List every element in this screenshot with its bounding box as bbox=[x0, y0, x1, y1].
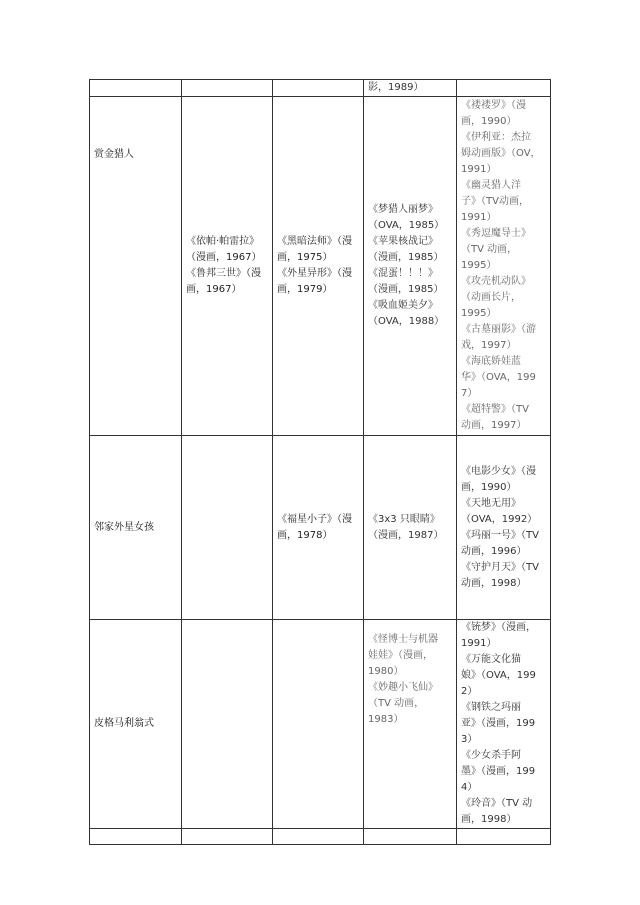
row-label: 赏金猎人 bbox=[90, 97, 182, 436]
cell-text-line: 1995） bbox=[461, 260, 497, 271]
cell-text-line: 画，1990） bbox=[461, 481, 517, 493]
cell-text-line: 《混蛋！！！》 bbox=[368, 268, 438, 279]
cell-text-line: （OVA，1985） bbox=[368, 220, 445, 231]
table-cell bbox=[182, 436, 273, 620]
row-label: 邻家外星女孩 bbox=[90, 436, 182, 620]
table-cell bbox=[457, 436, 551, 620]
cell-text-line: 画，1998） bbox=[461, 814, 517, 825]
cell-text-line: 1995） bbox=[461, 308, 497, 319]
table-cell bbox=[457, 829, 551, 845]
table-row bbox=[90, 80, 551, 97]
cell-text-line: （动画长片， bbox=[461, 292, 521, 303]
table-cell bbox=[182, 620, 273, 829]
cell-text-line: 子》（TV动画， bbox=[461, 196, 529, 207]
cell-text-line: 《外星异形》（漫 bbox=[277, 268, 352, 279]
cell-text-line: 画，1978） bbox=[277, 529, 333, 541]
cell-text-line: 1983） bbox=[368, 714, 404, 725]
table-row bbox=[90, 829, 551, 845]
table-cell bbox=[90, 80, 182, 97]
cell-text-line: 《玲音》（TV 动 bbox=[461, 798, 533, 809]
cell-text-line: 画，1990） bbox=[461, 116, 517, 127]
cell-text-line: 《怪博士与机器 bbox=[368, 634, 438, 645]
anime-genre-table bbox=[89, 79, 551, 845]
cell-text-line: 《海底娇娃蓝 bbox=[461, 356, 521, 367]
cell-text-line: 《少女杀手阿 bbox=[461, 750, 521, 761]
cell-text-line: （漫画，1985） bbox=[368, 284, 444, 295]
cell-text-line: 《电影少女》（漫 bbox=[461, 465, 536, 477]
cell-text-line: （漫画，1967） bbox=[186, 252, 262, 263]
cell-text-line: 《幽灵猎人洋 bbox=[461, 180, 521, 191]
cell-text-line: 《吸血姬美夕》 bbox=[368, 300, 438, 311]
table-cell bbox=[457, 80, 551, 97]
table-cell bbox=[457, 620, 551, 829]
table-cell bbox=[273, 620, 364, 829]
cell-text-line: 《依帕·帕雷拉》 bbox=[186, 236, 260, 247]
table-row bbox=[90, 97, 551, 436]
cell-text-line: 戏，1997） bbox=[461, 340, 517, 351]
table-cell bbox=[182, 97, 273, 436]
table-cell bbox=[273, 436, 364, 620]
cell-text-line: 画，1979） bbox=[277, 284, 333, 295]
cell-text-line: 《3x3 只眼睛》 bbox=[368, 513, 440, 525]
table-cell bbox=[182, 80, 273, 97]
table-row bbox=[90, 436, 551, 620]
table-cell bbox=[364, 620, 457, 829]
cell-text-line: 动画，1996） bbox=[461, 545, 527, 557]
table-row bbox=[90, 620, 551, 829]
cell-text-line: （TV 动画， bbox=[368, 698, 425, 709]
cell-text-line: 影，1989） bbox=[368, 82, 424, 93]
cell-text-line: 墨》（漫画，1994） bbox=[461, 766, 536, 793]
cell-text-line: 画，1967） bbox=[186, 284, 242, 295]
table-cell bbox=[457, 97, 551, 436]
cell-text-line: 《铳梦》（漫画， bbox=[461, 622, 536, 633]
cell-text-line: 华》（OVA，1997） bbox=[461, 372, 536, 399]
table-cell bbox=[273, 80, 364, 97]
table-cell bbox=[364, 80, 457, 97]
cell-text-line: 1991） bbox=[461, 212, 497, 223]
cell-text-line: 《梦猎人丽梦》 bbox=[368, 204, 438, 215]
cell-text-line: 娘》（OVA，1992） bbox=[461, 670, 536, 697]
table-cell bbox=[364, 436, 457, 620]
table-cell bbox=[364, 97, 457, 436]
cell-text-line: 《妙趣小飞仙》 bbox=[368, 682, 438, 693]
cell-text-line: 《玛丽一号》（TV bbox=[461, 529, 539, 541]
cell-text-line: （OVA，1992） bbox=[461, 513, 538, 525]
cell-text-line: 《万能文化猫 bbox=[461, 654, 521, 665]
cell-text-line: 《褛褛罗》（漫 bbox=[461, 100, 526, 111]
cell-text-line: 《天地无用》 bbox=[461, 497, 521, 509]
cell-text-line: （漫画，1985） bbox=[368, 252, 444, 263]
cell-text-line: 动画，1997） bbox=[461, 420, 527, 431]
cell-text-line: 《伊利亚：杰拉 bbox=[461, 132, 531, 143]
table-cell bbox=[90, 829, 182, 845]
cell-text-line: 姆动画版》（OV， bbox=[461, 148, 541, 159]
cell-text-line: （TV 动画， bbox=[461, 244, 518, 255]
cell-text-line: 1991） bbox=[461, 164, 497, 175]
cell-text-line: 《苹果核战记》 bbox=[368, 236, 438, 247]
table-cell bbox=[273, 97, 364, 436]
cell-text-line: 动画，1998） bbox=[461, 577, 527, 589]
table-cell bbox=[364, 829, 457, 845]
cell-text-line: （漫画，1987） bbox=[368, 529, 444, 541]
cell-text-line: 1991） bbox=[461, 638, 497, 649]
cell-text-line: 《鲁邦三世》（漫 bbox=[186, 268, 261, 279]
cell-text-line: 《钢铁之玛丽 bbox=[461, 702, 521, 713]
cell-text-line: 娃娃》（漫画， bbox=[368, 650, 433, 661]
table-cell bbox=[182, 829, 273, 845]
cell-text-line: （OVA，1988） bbox=[368, 316, 445, 327]
cell-text-line: 《古墓丽影》（游 bbox=[461, 324, 536, 335]
cell-text-line: 《福星小子》（漫 bbox=[277, 513, 352, 525]
cell-text-line: 《守护月天》（TV bbox=[461, 561, 539, 573]
cell-text-line: 《超特警》（TV bbox=[461, 404, 529, 415]
table-cell bbox=[273, 829, 364, 845]
cell-text-line: 亚》（漫画，1993） bbox=[461, 718, 536, 745]
cell-text-line: 画，1975） bbox=[277, 252, 333, 263]
cell-text-line: 《秀逗魔导士》 bbox=[461, 228, 531, 239]
cell-text-line: 1980） bbox=[368, 666, 404, 677]
row-label: 皮格马利翁式 bbox=[90, 620, 182, 829]
cell-text-line: 《攻壳机动队》 bbox=[461, 276, 531, 287]
cell-text-line: 《黑暗法师》（漫 bbox=[277, 236, 352, 247]
